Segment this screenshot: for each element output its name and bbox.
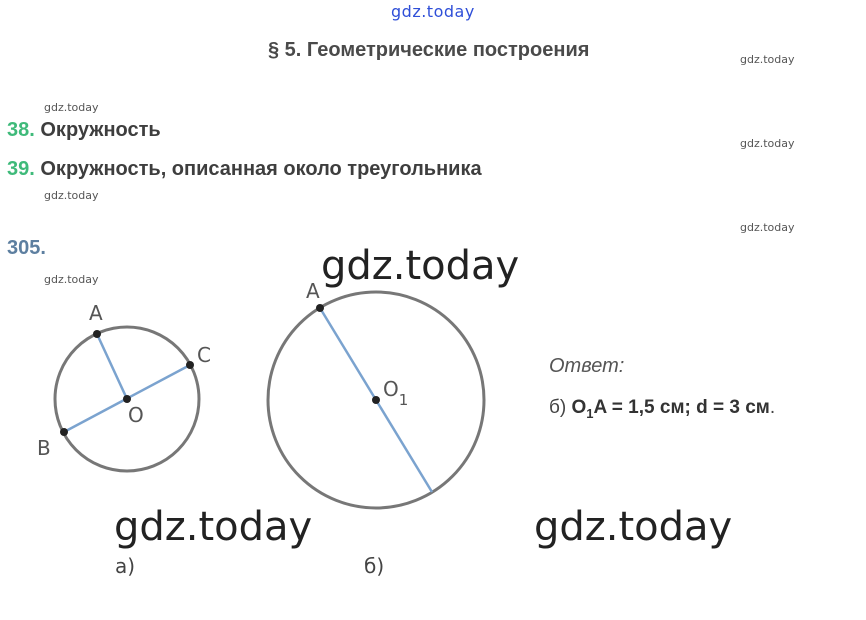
point-o1 bbox=[372, 396, 380, 404]
figure-a-caption: а) bbox=[115, 554, 136, 578]
watermark-big: gdz.today bbox=[114, 504, 313, 550]
watermark-small: gdz.today bbox=[740, 137, 795, 150]
watermark-small: gdz.today bbox=[44, 189, 99, 202]
answer-prefix: б) bbox=[549, 397, 572, 418]
answer-suffix: . bbox=[769, 397, 776, 418]
topic-number: 39. bbox=[7, 158, 35, 180]
point-c bbox=[186, 361, 194, 369]
label-o1-sub: 1 bbox=[398, 391, 409, 409]
answer-label: Ответ: bbox=[549, 355, 625, 377]
topic-title: Окружность bbox=[40, 119, 161, 141]
answer-text bbox=[549, 397, 775, 421]
topic-title: Окружность, описанная около треугольника bbox=[40, 158, 482, 180]
task-number: 305. bbox=[7, 237, 46, 259]
watermark-big: gdz.today bbox=[321, 243, 520, 289]
label-a: A bbox=[89, 301, 103, 325]
answer-o1: O bbox=[571, 397, 587, 418]
watermark-small: gdz.today bbox=[44, 101, 99, 114]
point-a bbox=[316, 304, 324, 312]
topic-number: 38. bbox=[7, 119, 35, 141]
point-o bbox=[123, 395, 131, 403]
label-a: A bbox=[306, 279, 320, 303]
watermark-top: gdz.today bbox=[391, 2, 475, 21]
figure-a bbox=[37, 301, 211, 471]
watermark-small: gdz.today bbox=[44, 273, 99, 286]
label-o: O bbox=[128, 403, 144, 427]
label-o1 bbox=[383, 377, 408, 409]
section-title: § 5. Геометрические построения bbox=[268, 39, 590, 61]
figure-b-caption: б) bbox=[364, 554, 385, 578]
label-c: C bbox=[197, 343, 211, 367]
radius-oa bbox=[97, 334, 127, 399]
answer-o1-sub: 1 bbox=[586, 405, 594, 421]
label-o1-main: O bbox=[383, 377, 399, 401]
point-b bbox=[60, 428, 68, 436]
figure-b bbox=[268, 279, 484, 508]
watermark-big: gdz.today bbox=[534, 504, 733, 550]
watermark-small: gdz.today bbox=[740, 53, 795, 66]
point-a bbox=[93, 330, 101, 338]
watermark-small: gdz.today bbox=[740, 221, 795, 234]
label-b: B bbox=[37, 436, 51, 460]
answer-values: A = 1,5 см; d = 3 см bbox=[593, 397, 770, 418]
